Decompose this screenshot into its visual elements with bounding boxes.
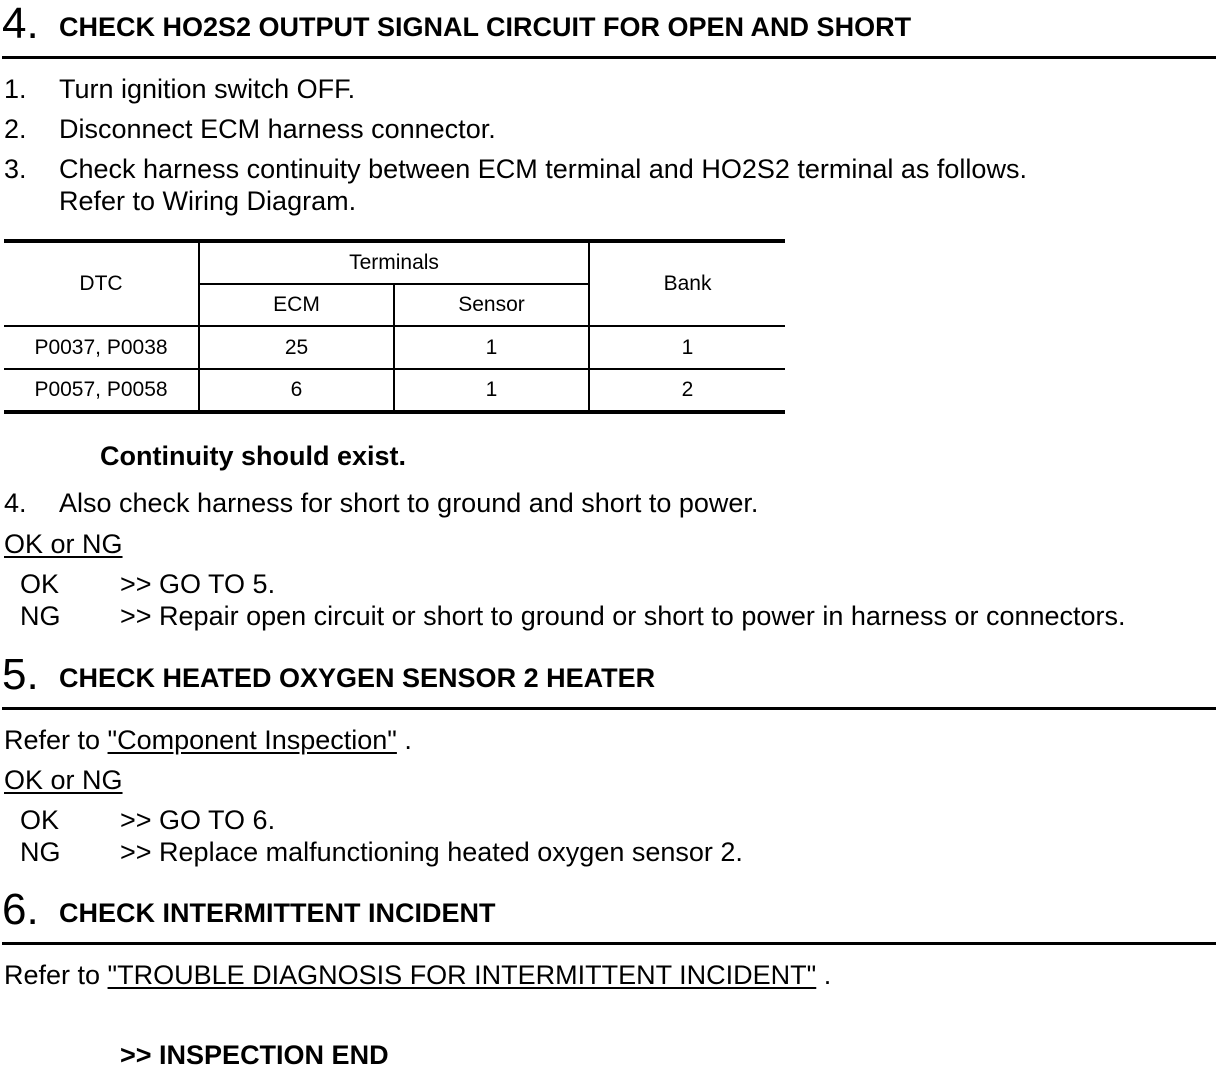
step-text-line-2: Refer to Wiring Diagram. (59, 186, 357, 216)
refer-suffix: . (816, 960, 832, 990)
step-number: 1. (4, 74, 27, 104)
divider (2, 942, 1216, 945)
step-number: 3. (4, 154, 27, 184)
result-action: >> Replace malfunctioning heated oxygen sensor 2. (120, 837, 743, 867)
cell-ecm: 6 (199, 369, 394, 412)
section-number: 5. (2, 650, 39, 699)
continuity-table (4, 239, 785, 414)
result-key: NG (20, 837, 61, 867)
result-action: >> GO TO 6. (120, 805, 276, 835)
refer-suffix: . (396, 725, 412, 755)
header-ecm: ECM (199, 284, 394, 326)
step-text: Also check harness for short to ground and short to power. (59, 488, 759, 518)
divider (2, 56, 1216, 59)
step-2 (4, 113, 1204, 145)
cell-dtc: P0057, P0058 (4, 369, 199, 412)
section-title: CHECK HEATED OXYGEN SENSOR 2 HEATER (59, 663, 656, 693)
step-1 (4, 73, 1204, 105)
header-sensor: Sensor (394, 284, 589, 326)
result-key: NG (20, 601, 61, 631)
step-text: Disconnect ECM harness connector. (59, 114, 496, 144)
section-5-heading (2, 651, 1216, 711)
result-action: >> Repair open circuit or short to ground or short to power in harness or connectors. (120, 601, 1126, 631)
result-key: OK (20, 805, 60, 835)
result-action: >> GO TO 5. (120, 569, 276, 599)
intermittent-incident-reference (4, 959, 831, 991)
component-inspection-link[interactable]: "Component Inspection" (107, 725, 397, 755)
refer-prefix: Refer to (4, 960, 108, 990)
table-row (4, 369, 785, 412)
cell-bank: 2 (589, 369, 785, 412)
section-number: 4. (2, 0, 39, 48)
step-text: Check harness continuity between ECM terminal and HO2S2 terminal as follows. (59, 154, 1027, 184)
section-title: CHECK HO2S2 OUTPUT SIGNAL CIRCUIT FOR OPEN AND SHORT (59, 12, 912, 42)
inspection-end: >> INSPECTION END (120, 1040, 389, 1070)
header-terminals: Terminals (199, 241, 589, 284)
divider (2, 707, 1216, 710)
header-bank: Bank (589, 241, 785, 326)
ng-result (20, 836, 1210, 868)
table-row (4, 326, 785, 369)
step-4 (4, 487, 1204, 519)
ok-or-ng-label: OK or NG (4, 765, 123, 795)
section-4-heading (2, 0, 1216, 60)
cell-dtc: P0037, P0038 (4, 326, 199, 369)
ok-or-ng-label: OK or NG (4, 529, 123, 559)
refer-prefix: Refer to (4, 725, 108, 755)
continuity-note: Continuity should exist. (100, 441, 407, 471)
cell-sensor: 1 (394, 369, 589, 412)
cell-ecm: 25 (199, 326, 394, 369)
result-key: OK (20, 569, 60, 599)
section-title: CHECK INTERMITTENT INCIDENT (59, 898, 496, 928)
step-3 (4, 153, 1204, 217)
cell-bank: 1 (589, 326, 785, 369)
step-number: 2. (4, 114, 27, 144)
ok-result (20, 804, 1210, 836)
step-number: 4. (4, 488, 27, 518)
component-inspection-reference (4, 724, 412, 756)
section-number: 6. (2, 885, 39, 934)
cell-sensor: 1 (394, 326, 589, 369)
section-6-heading (2, 886, 1216, 946)
ng-result (20, 600, 1210, 632)
step-text: Turn ignition switch OFF. (59, 74, 356, 104)
ok-result (20, 568, 1210, 600)
intermittent-incident-link[interactable]: "TROUBLE DIAGNOSIS FOR INTERMITTENT INCIDENT" (107, 960, 817, 990)
header-dtc: DTC (4, 241, 199, 326)
